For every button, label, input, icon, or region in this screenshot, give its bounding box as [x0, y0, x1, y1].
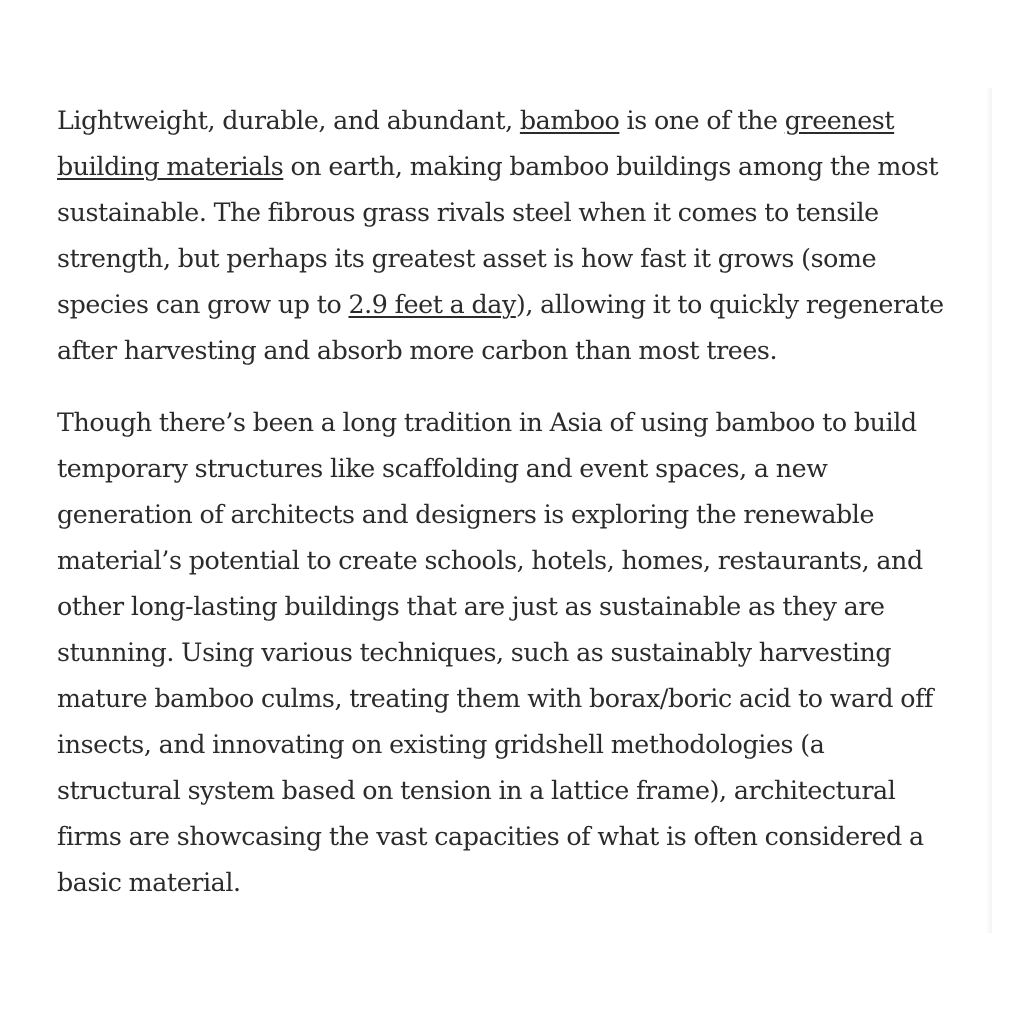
- text-line: species can grow up to 2.9 feet a day), allowing it to quickly regenerate: [57, 290, 944, 319]
- greenest-building-materials-link[interactable]: greenest: [784, 106, 895, 135]
- text-line: other long-lasting buildings that are just as sustainable as they are: [57, 592, 885, 621]
- text-line: after harvesting and absorb more carbon than most trees.: [57, 336, 778, 365]
- text-line: insects, and innovating on existing gridshell methodologies (a: [57, 730, 825, 759]
- paragraph-2: [57, 400, 984, 906]
- text-line: firms are showcasing the vast capacities of what is often considered a: [57, 822, 924, 851]
- text-line: stunning. Using various techniques, such as sustainably harvesting: [57, 638, 892, 667]
- text-line: mature bamboo culms, treating them with borax/boric acid to ward off: [57, 684, 934, 713]
- text-line: basic material.: [57, 868, 241, 897]
- text-line: Lightweight, durable, and abundant, bamboo is one of the greenest: [57, 106, 895, 135]
- text-line: building materials on earth, making bamboo buildings among the most: [57, 152, 939, 181]
- paragraph-1: [57, 98, 984, 374]
- text-line: Though there’s been a long tradition in Asia of using bamboo to build: [57, 408, 917, 437]
- text-line: structural system based on tension in a lattice frame), architectural: [57, 776, 896, 805]
- text-line: generation of architects and designers is exploring the renewable: [57, 500, 875, 529]
- bamboo-link[interactable]: bamboo: [519, 106, 620, 135]
- text-line: sustainable. The fibrous grass rivals steel when it comes to tensile: [57, 198, 879, 227]
- text-line: strength, but perhaps its greatest asset is how fast it grows (some: [57, 244, 877, 273]
- text-line: material’s potential to create schools, hotels, homes, restaurants, and: [57, 546, 923, 575]
- text-line: temporary structures like scaffolding and event spaces, a new: [57, 454, 828, 483]
- greenest-building-materials-link[interactable]: building materials: [57, 152, 284, 181]
- growth-rate-link[interactable]: 2.9 feet a day: [348, 290, 516, 319]
